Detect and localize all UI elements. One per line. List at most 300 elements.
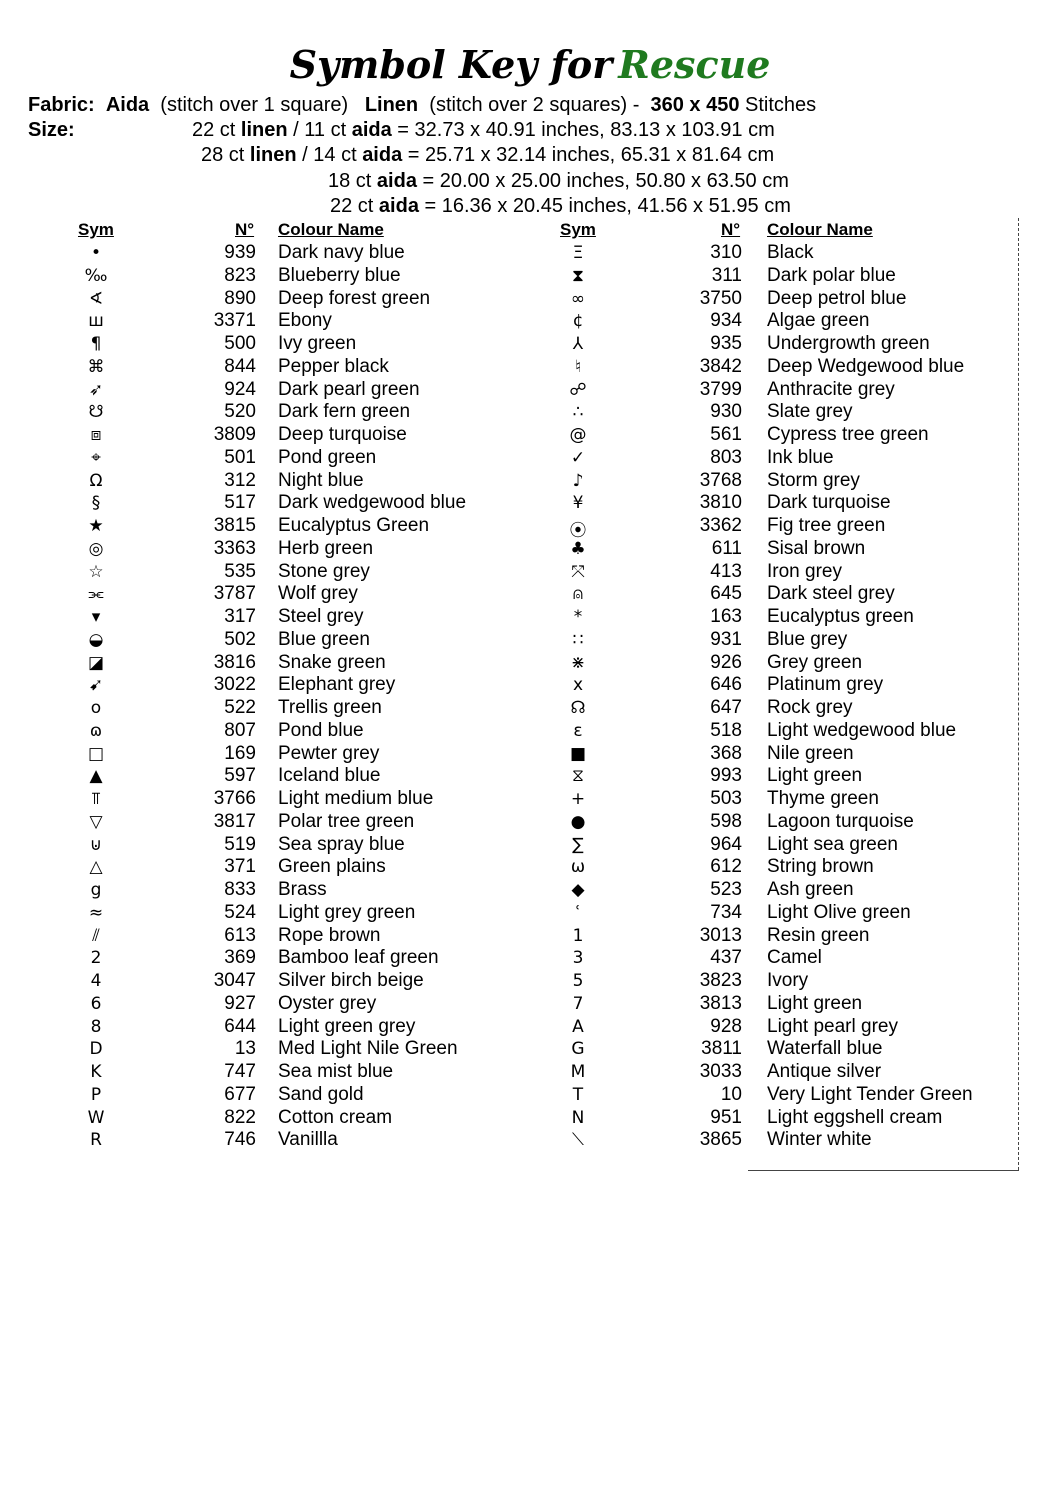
symbol-glyph: ♣	[570, 538, 586, 559]
size-b2: aida	[351, 119, 392, 141]
colour-name: Snake green	[278, 651, 386, 673]
symbol-glyph: ∞	[570, 288, 586, 309]
colour-name: Herb green	[278, 537, 374, 559]
floss-number: 3033	[699, 1061, 742, 1082]
floss-number: 734	[710, 901, 742, 923]
size-line	[192, 119, 775, 142]
colour-name: Deep Wedgewood blue	[767, 355, 965, 377]
floss-number: 311	[711, 264, 742, 286]
floss-number: 646	[710, 674, 742, 696]
floss-number: 3817	[213, 810, 256, 832]
floss-number: 644	[224, 1015, 256, 1037]
fabric-stitches: 360 x 450	[650, 94, 740, 116]
floss-number: 613	[224, 924, 256, 946]
symbol-row	[0, 606, 1060, 628]
symbol-glyph: g	[90, 880, 102, 900]
colour-name: Antique silver	[767, 1061, 882, 1082]
colour-name: Dark navy blue	[278, 242, 405, 263]
colour-name: Blue grey	[767, 628, 848, 650]
symbol-glyph: ш	[88, 311, 104, 332]
size-pre: 22 ct	[192, 119, 241, 141]
colour-name: Green plains	[278, 856, 386, 878]
colour-name: Steel grey	[278, 606, 364, 627]
symbol-row	[0, 674, 1060, 696]
floss-number: 926	[710, 651, 742, 673]
colour-name: Silver birch beige	[278, 970, 424, 991]
size-line	[328, 170, 789, 193]
title-prefix: Symbol Key for	[289, 42, 613, 87]
size-post: = 25.71 x 32.14 inches, 65.31 x 81.64 cm	[402, 144, 775, 166]
colour-name: Bamboo leaf green	[278, 947, 439, 969]
floss-number: 413	[710, 560, 742, 582]
floss-number: 935	[710, 333, 742, 354]
colour-name: Blue green	[278, 628, 370, 650]
floss-number: 519	[224, 833, 256, 855]
symbol-glyph: ♪	[572, 470, 584, 491]
symbol-glyph: ⌖	[91, 447, 101, 468]
colour-name: Winter white	[767, 1129, 872, 1151]
colour-name: Vanillla	[278, 1129, 338, 1151]
symbol-glyph: 1	[572, 925, 584, 946]
symbol-row	[0, 538, 1060, 560]
symbol-glyph: §	[91, 493, 101, 514]
symbol-row	[0, 925, 1060, 947]
colour-name: Camel	[767, 947, 822, 969]
symbol-row	[0, 447, 1060, 469]
symbol-row	[0, 515, 1060, 541]
page-title	[0, 42, 1060, 87]
symbol-row	[0, 333, 1060, 355]
symbol-row	[0, 1107, 1060, 1129]
size-line	[201, 144, 774, 167]
colour-name: Anthracite grey	[767, 378, 895, 400]
floss-number: 598	[710, 810, 742, 832]
colour-name: Dark turquoise	[767, 492, 891, 514]
symbol-row	[0, 492, 1060, 514]
symbol-glyph: ●	[570, 811, 586, 832]
colour-name: Light wedgewood blue	[767, 719, 957, 741]
size-label: Size:	[28, 119, 75, 141]
colour-name: Ivory	[767, 970, 809, 991]
symbol-glyph: ◒	[88, 629, 104, 650]
colour-name: Storm grey	[767, 469, 860, 491]
left-header-name: Colour Name	[278, 220, 384, 239]
symbol-glyph: o	[90, 698, 102, 718]
symbol-glyph: ⅄	[572, 334, 584, 354]
floss-number: 503	[710, 788, 742, 809]
symbol-row	[0, 970, 1060, 992]
symbol-glyph: ¶	[90, 334, 102, 354]
size-b1: linen	[240, 119, 288, 141]
floss-number: 951	[710, 1106, 742, 1128]
floss-number: 3768	[699, 469, 742, 491]
floss-number: 522	[224, 697, 256, 718]
colour-name: Pond green	[278, 446, 377, 468]
symbol-row	[0, 470, 1060, 492]
symbol-glyph: ʿ	[575, 902, 581, 923]
colour-name: Iron grey	[767, 560, 842, 582]
floss-number: 611	[711, 537, 742, 559]
floss-number: 931	[710, 628, 742, 650]
symbol-row	[0, 561, 1060, 583]
colour-name: Cypress tree green	[767, 424, 929, 445]
size-pre: 28 ct	[201, 144, 250, 166]
colour-name: Rock grey	[767, 697, 853, 718]
colour-name: Trellis green	[278, 697, 382, 718]
colour-name: Cotton cream	[278, 1106, 393, 1128]
symbol-glyph: P	[90, 1084, 102, 1105]
symbol-glyph: ⫪	[91, 789, 101, 809]
symbol-glyph: ▾	[91, 607, 101, 627]
floss-number: 3810	[699, 492, 742, 514]
symbol-glyph: 8	[90, 1016, 102, 1037]
colour-name: String brown	[767, 856, 874, 878]
floss-number: 501	[224, 446, 256, 468]
colour-name: Med Light Nile Green	[278, 1038, 458, 1060]
symbol-glyph: R	[90, 1130, 102, 1151]
fabric-linen: Linen	[364, 94, 419, 116]
symbol-row	[0, 265, 1060, 287]
symbol-row	[0, 310, 1060, 332]
symbol-row	[0, 1129, 1060, 1151]
symbol-row	[0, 879, 1060, 901]
colour-name: Light pearl grey	[767, 1015, 898, 1037]
floss-number: 517	[224, 492, 256, 514]
symbol-glyph: ▲	[89, 766, 103, 787]
symbol-glyph: 3	[572, 948, 584, 969]
fabric-label: Fabric:	[28, 94, 95, 116]
floss-number: 3363	[213, 537, 256, 559]
colour-name: Sand gold	[278, 1083, 364, 1105]
symbol-glyph: 7	[572, 993, 584, 1014]
symbol-glyph: A	[572, 1016, 584, 1037]
symbol-row	[0, 379, 1060, 401]
table-border-right	[1018, 218, 1019, 1170]
symbol-glyph: ▽	[89, 811, 103, 832]
symbol-glyph: ⍝	[572, 584, 584, 605]
colour-name: Dark polar blue	[767, 264, 896, 286]
colour-name: Elephant grey	[278, 674, 396, 696]
symbol-glyph: ⫘	[88, 584, 104, 605]
symbol-glyph: ☋	[88, 402, 104, 423]
symbol-glyph: Ω	[89, 470, 103, 491]
colour-name: Rope brown	[278, 924, 381, 946]
floss-number: 169	[224, 742, 256, 764]
right-header-name: Colour Name	[767, 220, 873, 239]
symbol-glyph: •	[90, 243, 102, 263]
floss-number: 3799	[699, 378, 742, 400]
floss-number: 677	[224, 1083, 256, 1105]
floss-number: 3865	[699, 1129, 742, 1151]
symbol-row	[0, 583, 1060, 605]
floss-number: 3362	[699, 515, 742, 536]
floss-number: 3811	[701, 1038, 742, 1060]
floss-number: 823	[224, 264, 256, 286]
colour-name: Polar tree green	[278, 810, 415, 832]
symbol-row	[0, 743, 1060, 765]
colour-name: Deep turquoise	[278, 424, 407, 445]
floss-number: 647	[710, 697, 742, 718]
fabric-linen-note: (stitch over 2 squares) -	[429, 94, 640, 116]
symbol-glyph: M	[570, 1062, 586, 1082]
colour-name: Light grey green	[278, 901, 416, 923]
fabric-aida: Aida	[105, 94, 150, 116]
floss-number: 518	[710, 719, 742, 741]
symbol-glyph: +	[570, 789, 586, 809]
symbol-glyph: ✓	[570, 447, 586, 468]
size-post: = 20.00 x 25.00 inches, 50.80 x 63.50 cm	[416, 170, 789, 192]
size-post: = 16.36 x 20.45 inches, 41.56 x 51.95 cm	[418, 195, 791, 217]
symbol-row	[0, 811, 1060, 833]
symbol-row	[0, 947, 1060, 969]
colour-name: Pewter grey	[278, 742, 380, 764]
symbol-row	[0, 356, 1060, 378]
symbol-glyph: ‰	[84, 265, 108, 286]
colour-name: Deep petrol blue	[767, 287, 907, 309]
floss-number: 371	[224, 856, 256, 878]
size-b2: aida	[378, 195, 419, 217]
floss-number: 10	[720, 1083, 742, 1105]
symbol-glyph: ⤧	[571, 561, 585, 582]
title-pattern-name: Rescue	[618, 42, 771, 87]
symbol-glyph: ⧗	[572, 265, 584, 286]
symbol-row	[0, 1061, 1060, 1083]
symbol-row	[0, 902, 1060, 924]
colour-name: Undergrowth green	[767, 333, 930, 354]
colour-name: Dark fern green	[278, 401, 411, 423]
left-header-sym: Sym	[78, 220, 114, 239]
symbol-glyph: ➶	[88, 379, 104, 400]
floss-number: 3013	[699, 924, 742, 946]
colour-name: Iceland blue	[278, 765, 381, 787]
symbol-row	[0, 242, 1060, 264]
floss-number: 822	[224, 1106, 256, 1128]
colour-name: Light Olive green	[767, 901, 911, 923]
floss-number: 833	[224, 879, 256, 900]
floss-number: 890	[224, 287, 256, 309]
colour-name: Black	[767, 242, 814, 263]
symbol-glyph: ☆	[88, 561, 104, 582]
floss-number: 3022	[213, 674, 256, 696]
right-header-sym: Sym	[560, 220, 596, 239]
floss-number: 3371	[213, 310, 256, 332]
symbol-glyph: 2	[90, 948, 102, 969]
symbol-glyph: □	[87, 743, 105, 764]
colour-name: Sisal brown	[767, 537, 866, 559]
floss-number: 612	[710, 856, 742, 878]
floss-number: 317	[224, 606, 256, 627]
symbol-row	[0, 401, 1060, 423]
symbol-glyph: ⌘	[87, 356, 105, 377]
floss-number: 523	[710, 879, 742, 900]
symbol-glyph: Ξ	[572, 243, 584, 263]
floss-number: 502	[224, 628, 256, 650]
size-mid: / 14 ct	[296, 144, 363, 166]
symbol-row	[0, 765, 1060, 787]
symbol-glyph: ◪	[87, 652, 105, 673]
colour-name: Pepper black	[278, 355, 389, 377]
symbol-glyph: ω	[570, 857, 586, 878]
symbol-glyph: 6	[90, 993, 102, 1014]
colour-name: Light sea green	[767, 833, 898, 855]
floss-number: 369	[224, 947, 256, 969]
symbol-row	[0, 288, 1060, 310]
symbol-glyph: @	[569, 425, 587, 445]
symbol-glyph: ε	[573, 720, 583, 741]
floss-number: 312	[224, 469, 256, 491]
colour-name: Brass	[278, 879, 327, 900]
symbol-glyph: 5	[572, 971, 584, 991]
colour-name: Waterfall blue	[767, 1038, 883, 1060]
size-mid: / 11 ct	[287, 119, 352, 141]
colour-name: Night blue	[278, 469, 364, 491]
floss-number: 597	[224, 765, 256, 787]
colour-name: Very Light Tender Green	[767, 1083, 973, 1105]
symbol-glyph: D	[89, 1039, 103, 1060]
fabric-aida-note: (stitch over 1 square)	[160, 94, 349, 116]
symbol-glyph: ∑	[572, 834, 584, 855]
colour-name: Light green	[767, 992, 863, 1014]
floss-number: 3842	[699, 355, 742, 377]
colour-name: Eucalyptus green	[767, 606, 914, 627]
colour-name: Thyme green	[767, 788, 879, 809]
colour-name: Light green	[767, 765, 863, 787]
floss-number: 3809	[213, 424, 256, 445]
floss-number: 3047	[213, 970, 256, 991]
symbol-row	[0, 856, 1060, 878]
symbol-row	[0, 697, 1060, 719]
symbol-glyph: ■	[569, 743, 587, 764]
symbol-glyph: ◆	[571, 880, 585, 900]
symbol-glyph: ⟍	[572, 1130, 584, 1151]
floss-number: 3816	[213, 651, 256, 673]
floss-number: 928	[710, 1015, 742, 1037]
symbol-glyph: ⊍	[89, 834, 103, 855]
symbol-glyph: ∴	[572, 402, 584, 423]
symbol-glyph: ⧖	[572, 766, 584, 787]
symbol-row	[0, 993, 1060, 1015]
symbol-glyph: ⫽	[92, 925, 100, 946]
floss-number: 993	[710, 765, 742, 787]
fabric-line	[28, 94, 816, 117]
floss-number: 3823	[699, 970, 742, 991]
symbol-glyph: G	[571, 1039, 585, 1060]
floss-number: 746	[224, 1129, 256, 1151]
symbol-glyph: ➹	[88, 675, 104, 696]
floss-number: 934	[710, 310, 742, 332]
colour-name: Light eggshell cream	[767, 1106, 943, 1128]
floss-number: 3750	[699, 287, 742, 309]
symbol-glyph: ♮	[574, 356, 582, 377]
floss-number: 520	[224, 401, 256, 423]
symbol-row	[0, 720, 1060, 742]
floss-number: 964	[710, 833, 742, 855]
colour-name: Nile green	[767, 742, 854, 764]
colour-name: Wolf grey	[278, 583, 358, 605]
symbol-glyph: N	[571, 1107, 585, 1128]
floss-number: 747	[224, 1061, 256, 1082]
colour-name: Blueberry blue	[278, 264, 401, 286]
floss-number: 803	[710, 446, 742, 468]
floss-number: 939	[224, 242, 256, 263]
colour-name: Sea spray blue	[278, 833, 405, 855]
colour-name: Fig tree green	[767, 515, 886, 536]
size-post: = 32.73 x 40.91 inches, 83.13 x 103.91 cm	[391, 119, 775, 141]
symbol-glyph: ≈	[88, 902, 104, 923]
floss-number: 3766	[213, 788, 256, 809]
symbol-glyph: ɷ	[89, 720, 103, 741]
symbol-row	[0, 788, 1060, 810]
colour-name: Grey green	[767, 651, 863, 673]
symbol-row	[0, 629, 1060, 651]
symbol-glyph: W	[87, 1107, 105, 1128]
symbol-row	[0, 1038, 1060, 1060]
colour-name: Stone grey	[278, 560, 370, 582]
colour-name: Light green grey	[278, 1015, 416, 1037]
floss-number: 500	[224, 333, 256, 354]
symbol-glyph: ⦿	[569, 521, 587, 541]
floss-number: 3787	[213, 583, 256, 605]
symbol-row	[0, 1016, 1060, 1038]
floss-number: 807	[224, 719, 256, 741]
colour-name: Dark pearl green	[278, 378, 420, 400]
fabric-stitches-word: Stitches	[745, 94, 817, 116]
size-pre: 22 ct	[330, 195, 379, 217]
floss-number: 310	[710, 242, 742, 263]
floss-number: 645	[710, 583, 742, 605]
symbol-row	[0, 652, 1060, 674]
floss-number: 368	[710, 742, 742, 764]
colour-name: Algae green	[767, 310, 870, 332]
symbol-glyph: ∢	[88, 288, 104, 309]
size-b2: aida	[362, 144, 403, 166]
symbol-glyph: ☍	[569, 379, 587, 400]
colour-name: Dark wedgewood blue	[278, 492, 467, 514]
colour-name: Resin green	[767, 924, 870, 946]
colour-name: Deep forest green	[278, 287, 431, 309]
symbol-glyph: △	[89, 857, 103, 878]
floss-number: 163	[710, 606, 742, 627]
symbol-row	[0, 424, 1060, 446]
size-pre: 18 ct	[328, 170, 377, 192]
symbol-glyph: x	[572, 675, 584, 696]
size-line	[330, 195, 791, 218]
colour-name: Lagoon turquoise	[767, 810, 914, 832]
colour-name: Light medium blue	[278, 788, 434, 809]
floss-number: 3813	[699, 992, 742, 1014]
symbol-glyph: ⧈	[90, 425, 102, 445]
symbol-glyph: ⋇	[570, 652, 586, 673]
colour-name: Ink blue	[767, 446, 834, 468]
left-header-num: N°	[235, 220, 255, 239]
floss-number: 524	[224, 901, 256, 923]
floss-number: 535	[224, 560, 256, 582]
right-header-num: N°	[721, 220, 741, 239]
symbol-glyph: ¢	[572, 311, 584, 332]
table-border-bottom	[748, 1170, 1019, 1171]
floss-number: 927	[224, 992, 256, 1014]
size-b2: aida	[376, 170, 417, 192]
symbol-glyph: 4	[90, 971, 102, 991]
symbol-row	[0, 1084, 1060, 1106]
symbol-glyph: ☊	[570, 698, 586, 718]
symbol-glyph: ★	[88, 516, 104, 536]
symbol-glyph: ∷	[572, 629, 584, 650]
floss-number: 561	[710, 424, 742, 445]
floss-number: 930	[710, 401, 742, 423]
colour-name: Ash green	[767, 879, 854, 900]
symbol-glyph: K	[90, 1062, 102, 1082]
